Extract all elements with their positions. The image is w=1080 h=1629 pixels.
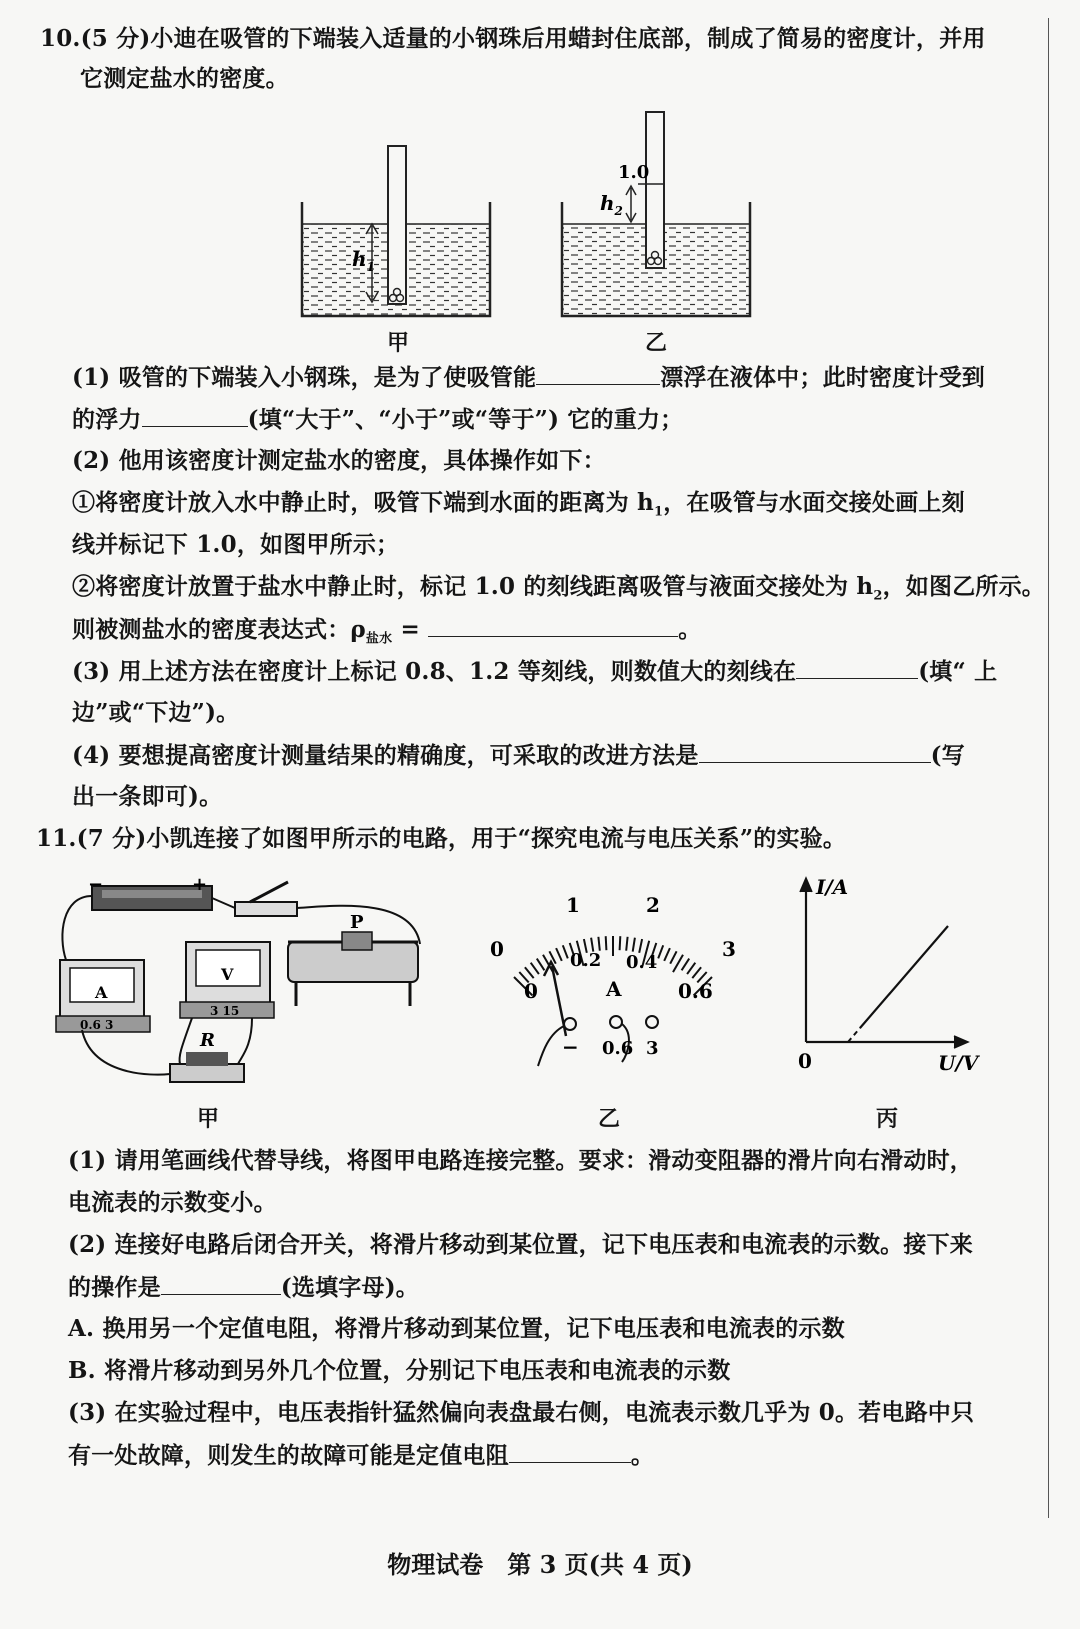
q11-stem [36,824,846,854]
q10-score: (5 分) [80,25,151,52]
densimeter-figure-jia [296,140,496,325]
q11-part2-line1: (2) 连接好电路后闭合开关，将滑片移动到某位置，记下电压表和电流表的示数。接下来 [68,1231,973,1258]
dial-tick [626,937,627,951]
q10-p1-text-c: 的浮力 [72,406,142,433]
q10-step2 [72,572,1045,612]
q10-part1-line1 [72,362,985,393]
dial-tick [556,948,562,961]
h2-arrow [626,186,636,222]
q10-p1-text-a: (1) 吸管的下端装入小钢珠，是为了使吸管能 [72,364,537,391]
q10-p1-blank-2[interactable] [142,404,248,427]
dial-tick [633,938,635,952]
page-footer: 物理试卷 第 3 页(共 4 页) [387,1550,693,1579]
densimeter-figure-yi [556,108,756,325]
q10-expr-eq: = [392,616,429,643]
dial-upper-3: 3 [722,937,736,961]
caption-jia-q11: 甲 [197,1106,220,1132]
q10-stem: 小迪在吸管的下端装入适量的小钢珠后用蜡封住底部，制成了简易的密度计，并用 [150,25,986,52]
rheostat [288,912,418,1006]
q10-step2-sub: 2 [873,588,883,604]
iu-line [860,926,948,1028]
q10-p4-text-a: (4) 要想提高密度计测量结果的精确度，可采取的改进方法是 [72,742,699,769]
dial-terminal-neg: − [562,1035,579,1059]
q10-stem-line2: 它测定盐水的密度。 [80,65,289,92]
q10-expr-text-a: 则被测盐水的密度表达式：ρ [72,616,366,643]
q11-p3-text-c: 。 [630,1442,655,1469]
q10-expr-blank[interactable] [428,614,678,637]
caption-yi-q11: 乙 [598,1106,621,1132]
h2-label: $h_2$ [600,191,623,218]
caption-yi-q10: 乙 [645,330,668,356]
dial-tick [639,939,642,953]
svg-text:V: V [221,965,234,984]
dial-tick [692,967,701,978]
q10-p3-text-b: (填“ 上 [918,658,998,685]
q10-p1-blank-1[interactable] [536,362,660,385]
q10-number: 10. [40,25,81,52]
h1-label: $h_1$ [352,247,375,274]
q10-p3-text-a: (3) 用上述方法在密度计上标记 0.8、1.2 等刻线，则数值大的刻线在 [72,658,797,685]
mark-label-1-0: 1.0 [618,162,650,183]
iu-line-dashed [848,1028,860,1042]
q10-expr-end: 。 [678,616,702,643]
q11-part3-line2 [68,1440,654,1471]
circuit-figure-jia [52,876,437,1096]
straw-tube-yi [646,112,664,268]
q10-stem-line1 [40,24,986,54]
q11-part1-line1: (1) 请用笔画线代替导线，将图甲电路连接完整。要求：滑动变阻器的滑片向右滑动时， [68,1147,973,1174]
q11-part2-line2 [68,1272,419,1303]
q10-step1-line2: 线并标记下 1.0，如图甲所示； [72,531,400,558]
dial-lower-1: 0.2 [570,950,602,971]
q10-part3-line2: 边”或“下边”)。 [72,699,240,726]
caption-jia-q10: 甲 [387,330,410,356]
dial-tick [658,945,663,958]
q11-part3-line1: (3) 在实验过程中，电压表指针猛然偏向表盘最右侧，电流表示数几乎为 0。若电路中只 [68,1399,975,1426]
q11-p2-text-c: (选填字母)。 [280,1274,419,1301]
q10-p4-blank[interactable] [699,740,931,763]
origin-label: 0 [798,1049,812,1072]
q11-stem-text: 小凯连接了如图甲所示的电路，用于“探究电流与电压关系”的实验。 [146,825,847,852]
fixed-resistor [170,1030,244,1082]
dial-tick [682,959,690,971]
caption-bing: 丙 [876,1106,899,1132]
svg-text:A: A [95,983,108,1002]
dial-upper-2: 2 [646,893,660,917]
svg-text:3 15: 3 15 [210,1004,240,1018]
switch [235,882,297,916]
dial-tick [687,963,695,974]
svg-text:P: P [350,912,364,933]
q10-expression [72,614,701,655]
q10-step1-line1 [72,488,965,528]
q10-step2-text-a: ②将密度计放置于盐水中静止时，标记 1.0 的刻线距离吸管与液面交接处为 h [72,573,874,600]
voltmeter [180,942,274,1018]
q10-part4-line1 [72,740,965,771]
dial-terminal-0-6: 0.6 [602,1038,634,1059]
dial-unit: A [606,977,622,1001]
dial-tick [598,937,599,951]
q11-p2-text-b: 的操作是 [68,1274,161,1301]
dial-lower-2: 0.4 [626,952,658,973]
dial-lower-0: 0 [524,979,538,1003]
q11-number: 11. [36,825,77,852]
dial-terminals [538,1016,658,1066]
q11-option-b: B. 将滑片移动到另外几个位置，分别记下电压表和电流表的示数 [68,1357,731,1384]
q11-p2-blank[interactable] [161,1272,281,1295]
q10-step2-text-b: ，如图乙所示。 [882,573,1046,600]
dial-terminal-3: 3 [646,1038,659,1059]
q11-score: (7 分) [76,825,147,852]
dial-upper-1: 1 [566,893,580,917]
svg-text:0.6 3: 0.6 3 [80,1018,114,1032]
svg-text:+: + [192,876,208,895]
q11-p3-blank[interactable] [509,1440,631,1463]
q10-expr-sub: 盐水 [365,631,393,647]
dial-tick [670,951,676,963]
dial-tick [525,967,534,978]
dial-tick [606,936,607,950]
page-border-right [1048,18,1049,1518]
q10-part3-line1 [72,656,997,687]
dial-tick [620,936,621,950]
q10-part1-line2 [72,404,683,435]
dial-tick [531,963,539,974]
dial-tick [563,945,568,958]
x-axis-label: U/V [938,1051,979,1072]
svg-text:−: − [88,876,104,895]
y-axis-label: I/A [816,875,849,899]
q10-step1-text-a: ①将密度计放入水中静止时，吸管下端到水面的距离为 h [72,489,654,516]
q11-part1-line2: 电流表的示数变小。 [68,1189,277,1216]
dial-lower-3: 0.6 [678,979,713,1003]
q10-step1-sub: 1 [653,504,664,520]
ammeter [56,960,150,1032]
dial-tick [537,959,545,971]
ammeter-dial-figure-yi [478,886,748,1096]
q10-p1-text-b: 漂浮在液体中；此时密度计受到 [660,364,985,391]
iu-graph-figure-bing [786,872,986,1072]
q10-p4-text-b: (写 [930,742,965,769]
svg-text:R: R [200,1030,215,1051]
q10-part2: (2) 他用该密度计测定盐水的密度，具体操作如下： [72,447,606,474]
battery [88,876,212,910]
straw-tube-jia [388,146,406,304]
q10-p3-blank[interactable] [796,656,918,679]
q10-p1-text-d: (填“大于”、“小于”或“等于”) 它的重力； [247,406,684,433]
q11-option-a: A. 换用另一个定值电阻，将滑片移动到某位置，记下电压表和电流表的示数 [68,1315,845,1342]
q10-step1-text-b: ，在吸管与水面交接处画上刻 [663,489,965,516]
dial-upper-0: 0 [490,937,504,961]
dial-tick [664,948,670,961]
q10-part4-line2: 出一条即可)。 [72,783,223,810]
q11-p3-text-b: 有一处故障，则发生的故障可能是定值电阻 [68,1442,509,1469]
